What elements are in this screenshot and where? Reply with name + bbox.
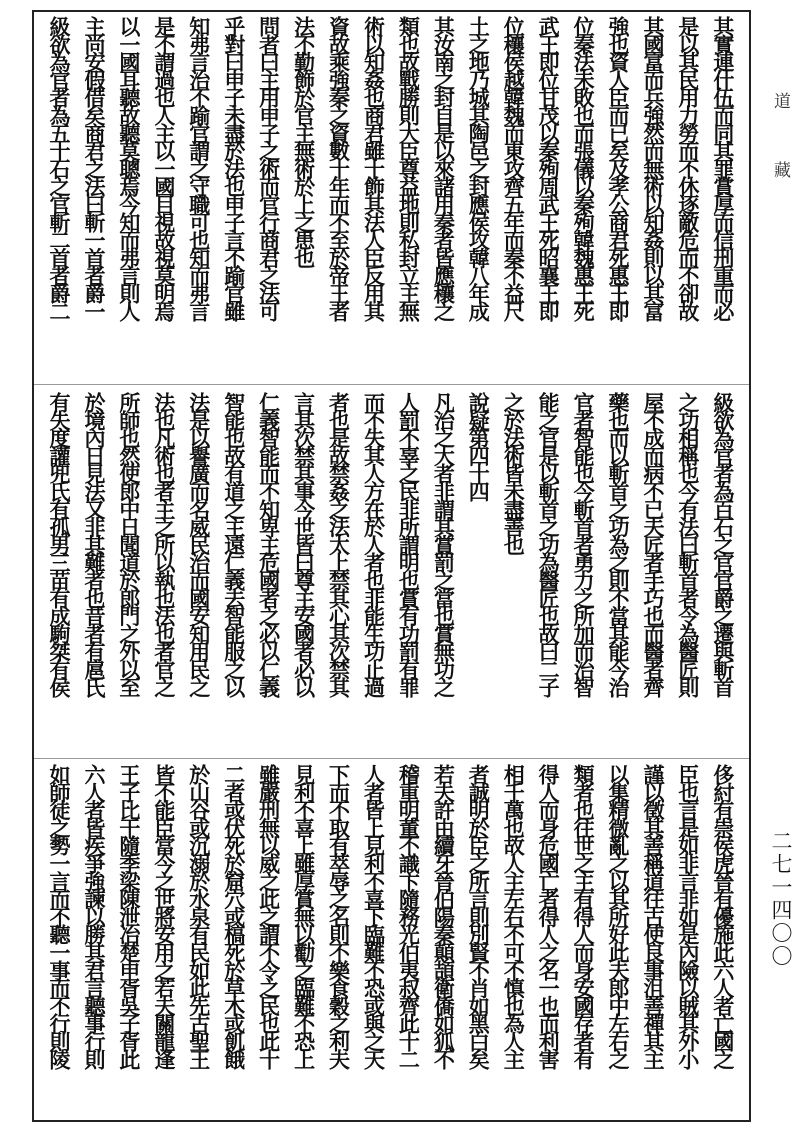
text-column: 是不謂過也人主以一國目視故視莫明焉 xyxy=(151,16,177,319)
text-column: 強也資人臣而已矣及孝公商君死惠王即 xyxy=(606,16,631,319)
text-column: 官者智能也今斬首者勇力之所加而治智 xyxy=(571,392,597,695)
text-column: 主尚安假借矣商君之法曰斬一首者爵一 xyxy=(81,16,107,319)
text-column: 類也故戰勝則大臣尊益地則私封立主無 xyxy=(396,16,422,319)
text-column: 以集精微亂之以其所好此夫郎中左右之 xyxy=(606,764,631,1067)
text-column: 相千萬也故人主左右不可不慎也為人主 xyxy=(501,764,527,1067)
page-frame xyxy=(32,10,751,1122)
text-column: 知弗言治不踰官謂之守職可也知而弗言 xyxy=(186,16,212,319)
text-column: 於境內日見法又非其難者也昔者有扈氏 xyxy=(81,392,107,695)
text-column: 武王即位甘茂以秦殉周武王死昭襄王即 xyxy=(536,16,562,319)
text-register-top xyxy=(34,16,749,378)
text-column: 之於法術皆未盡善也 xyxy=(501,392,527,553)
text-column: 凡治之大者非謂其賞罰之當也賞無功之 xyxy=(431,392,457,695)
text-column: 人罰不辜之民非所謂明也賞有功罰有罪 xyxy=(396,392,422,695)
text-column: 如師徒之勢一言而不聽一事而不行則陵 xyxy=(47,764,72,1067)
text-column: 皆不能臣當今之世將安用之若夫關龍逢 xyxy=(151,764,177,1067)
text-column: 臣也言是如非言非如是內險以賊其外小 xyxy=(675,764,701,1067)
text-column: 資故乘強秦之資數十年而不至於帝王者 xyxy=(326,16,352,319)
text-column: 六人者皆疾爭強諫以勝其君言聽事行則 xyxy=(81,764,107,1067)
text-column: 級欲為官者為五十石之官斬二首者爵二 xyxy=(47,16,72,319)
text-register-bottom xyxy=(34,764,749,1119)
text-column: 雖嚴刑無以威之此之謂不令之民也此十 xyxy=(256,764,282,1067)
text-column: 藥也而以斬首之功為之則不當其能今治 xyxy=(606,392,631,695)
text-column: 說疑第四十四 xyxy=(466,392,492,499)
text-column: 級欲為官者為百石之官官爵之遷與斬首 xyxy=(710,392,736,695)
right-margin xyxy=(760,0,800,1132)
text-column: 稽重明董不識卞隨務光伯夷叔齊此十二 xyxy=(396,764,422,1067)
text-column: 類者也往世之主有得人而身安國存者有 xyxy=(571,764,597,1067)
text-column: 仁義智能而不知卑主危國者之必以仁義 xyxy=(256,392,282,695)
text-column: 屋不成而病不已夫匠者手巧也而醫者齊 xyxy=(640,392,666,695)
text-column: 智能也故有道之主遠仁義去智能服之以 xyxy=(221,392,247,695)
text-column: 所師也然使郎中日聞道於郎門之外以至 xyxy=(116,392,142,695)
collection-title: 道藏 xyxy=(770,92,790,230)
text-column: 其汝南之封自是以來諸用秦者皆應穰之 xyxy=(431,16,457,319)
text-column: 位穰侯越韓魏而東攻齊五年而秦不益尺 xyxy=(501,16,527,319)
text-column: 於山谷或沉溺於水泉有民如此先古聖王 xyxy=(186,764,212,1067)
text-column: 問者曰主用申子之術而官行商君之法可 xyxy=(256,16,282,319)
text-column: 得人而身危國亡者得人之名一也而利害 xyxy=(536,764,562,1067)
page-number: 二七一四〇〇 xyxy=(769,830,793,968)
text-column: 人者皆上見利不喜下臨難不恐或與之天 xyxy=(361,764,387,1067)
text-column: 位秦法未敗也而張儀以秦殉韓魏惠王死 xyxy=(571,16,597,319)
text-column: 土之地乃城其陶邑之封應侯攻韓八年成 xyxy=(466,16,492,319)
text-column: 法是以譽廣而名威民治而國安知用民之 xyxy=(186,392,212,695)
text-column: 下而不取有萃辱之名則不樂食穀之利夫 xyxy=(326,764,352,1067)
text-column: 是以其民用力勞而不休逐敵危而不卻故 xyxy=(675,16,701,319)
text-column: 而不失其人方在於人者也非能生功止過 xyxy=(361,392,387,695)
text-column: 法不勤飾於官主無術於上之患也 xyxy=(291,16,317,266)
text-column: 者誠明於臣之所言則別賢不肖如黑白矣 xyxy=(466,764,492,1067)
text-column: 之功相稱也今有法曰斬首者令為醫匠則 xyxy=(675,392,701,695)
text-column: 法也凡術也者主之所以執也法也者官之 xyxy=(151,392,177,695)
text-column: 術以知姦也商君雖十飾其法人臣反用其 xyxy=(361,16,387,319)
text-column: 者也是故禁姦之法太上禁其心其次禁其 xyxy=(326,392,352,695)
text-column: 有失度讙兜氏有孤男三苗有成駒桀有侯 xyxy=(47,392,72,695)
text-column: 侈紂有崇侯虎晉有優施此六人者亡國之 xyxy=(710,764,736,1067)
text-column: 乎對曰申子未盡於法也申子言不踰官雖 xyxy=(221,16,247,319)
text-column: 能之官是以斬首之功為醫匠也故曰二子 xyxy=(536,392,562,695)
text-column: 其實連什伍而同其罪賞厚而信刑重而必 xyxy=(710,16,736,319)
text-column: 王子比干隨季梁陳泄冶楚申胥吳子胥此 xyxy=(116,764,142,1067)
text-column: 若夫許由續牙晉伯陽秦顛頡衛僑如狐不 xyxy=(431,764,457,1067)
text-column: 言其次禁其事今世皆曰尊主安國者必以 xyxy=(291,392,317,695)
text-column: 以一國耳聽故聽莫聰焉今知而弗言則人 xyxy=(116,16,142,319)
text-column: 二者或伏死於窟穴或槁死於草木或飢餓 xyxy=(221,764,247,1067)
register-divider xyxy=(34,384,749,385)
text-register-middle xyxy=(34,392,749,752)
register-divider xyxy=(34,758,749,759)
text-column: 其國富而兵強然而無術以知姦則以其富 xyxy=(640,16,666,319)
text-column: 謹以徵其善稱道往古使良事沮善禪其主 xyxy=(640,764,666,1067)
text-column: 見利不喜上雖厚賞無以勸之臨難不恐上 xyxy=(291,764,317,1067)
